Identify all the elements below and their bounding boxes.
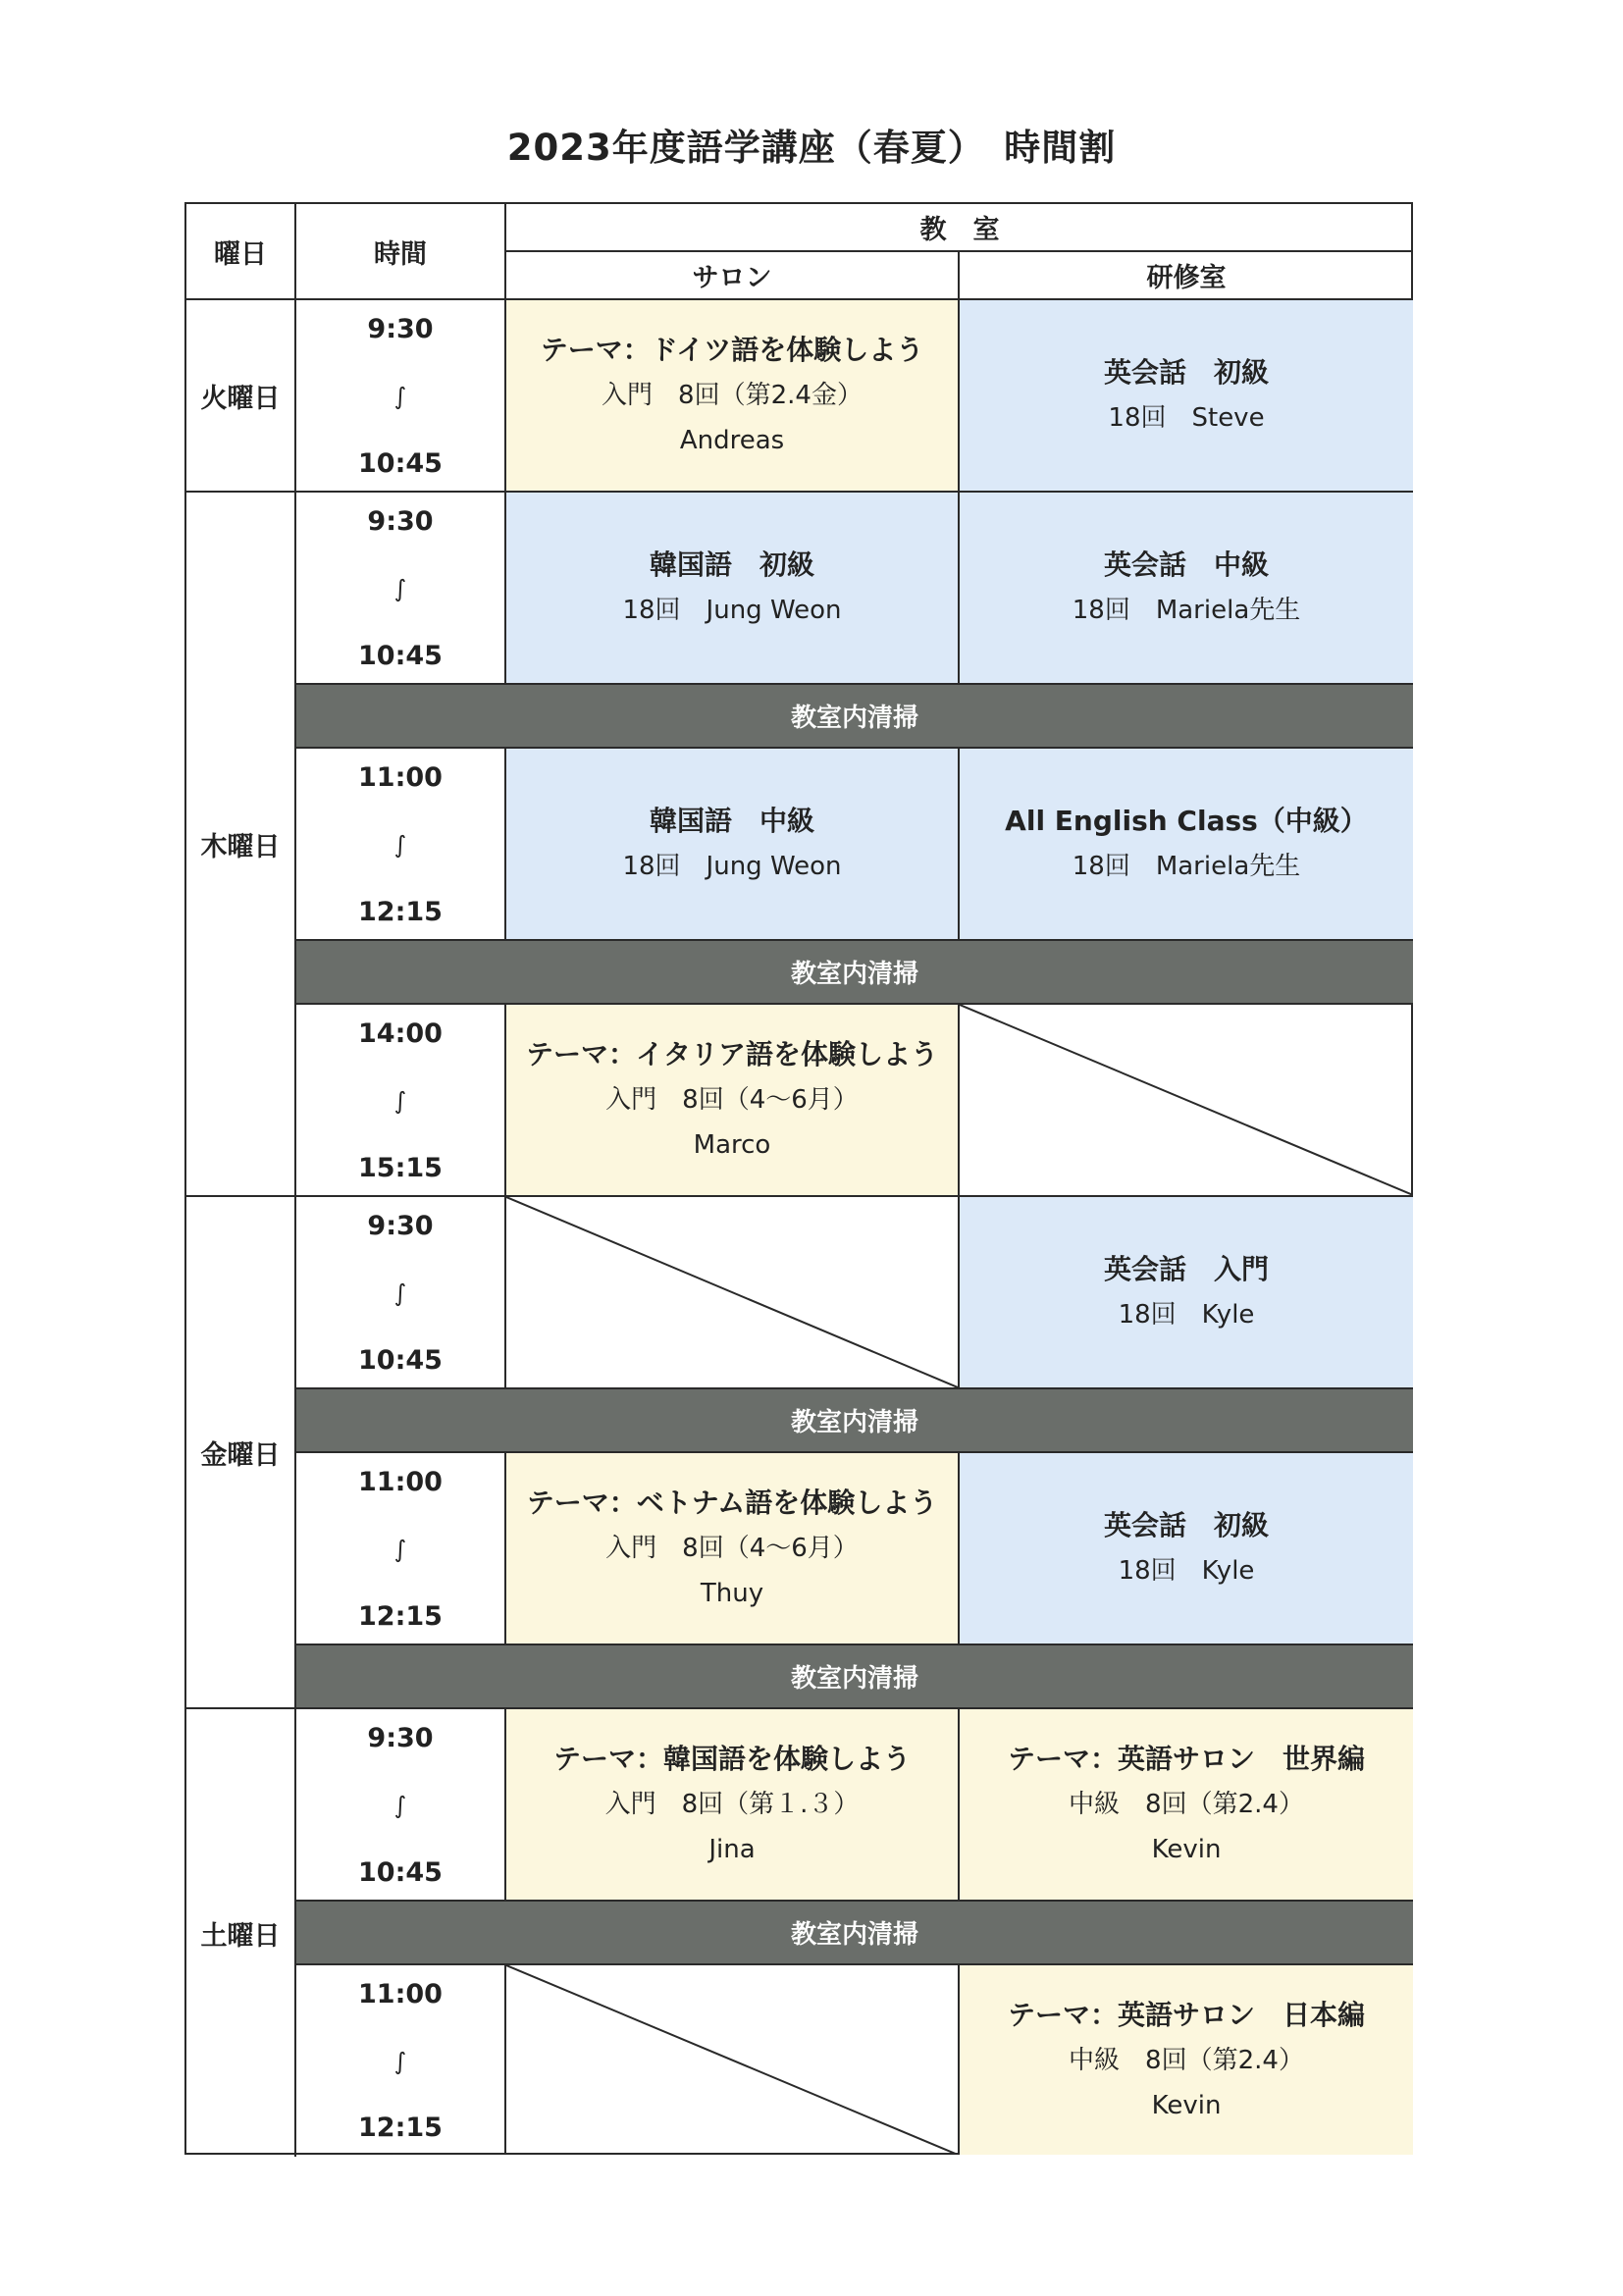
class-teacher: Kevin <box>1151 2090 1222 2120</box>
end-time: 10:45 <box>358 448 443 479</box>
day-label: 土曜日 <box>200 1920 281 1952</box>
class-title: テーマ：韓国語を体験しよう <box>552 1743 911 1775</box>
class-detail: 18回 Kyle <box>1118 1556 1255 1587</box>
start-time: 11:00 <box>358 1467 443 1497</box>
class-cell-salon <box>506 493 960 685</box>
class-teacher: Andreas <box>679 426 785 456</box>
day-saturday <box>186 1709 296 2157</box>
cleaning-bar <box>296 1389 1413 1453</box>
end-time: 10:45 <box>358 641 443 671</box>
class-cell-training <box>960 1453 1413 1645</box>
class-detail: 18回 Jung Weon <box>622 852 842 882</box>
cleaning-label: 教室内清掃 <box>790 1408 918 1437</box>
time-slot <box>296 300 506 493</box>
class-detail: 中級 8回（第2.4） <box>1069 2045 1304 2075</box>
cleaning-label: 教室内清掃 <box>790 1920 918 1950</box>
class-title: 英会話 中級 <box>1103 548 1269 581</box>
range-mark: ∫ <box>393 831 407 859</box>
range-mark: ∫ <box>393 1536 407 1563</box>
cleaning-label: 教室内清掃 <box>790 1664 918 1694</box>
end-time: 10:45 <box>358 1345 443 1376</box>
class-title: 英会話 初級 <box>1103 355 1269 389</box>
class-detail: 中級 8回（第2.4） <box>1069 1790 1304 1820</box>
cleaning-label: 教室内清掃 <box>790 704 918 733</box>
start-time: 9:30 <box>367 506 434 537</box>
cleaning-bar <box>296 1645 1413 1709</box>
start-time: 9:30 <box>367 1211 434 1241</box>
class-teacher: Thuy <box>700 1579 764 1609</box>
class-cell-training <box>960 1965 1413 2155</box>
class-cell-training <box>960 1709 1413 1902</box>
empty-cell-salon <box>506 1197 960 1389</box>
class-detail: 18回 Mariela先生 <box>1072 852 1301 882</box>
end-time: 15:15 <box>358 1153 443 1183</box>
range-mark: ∫ <box>393 2047 407 2075</box>
day-tuesday <box>186 300 296 493</box>
class-title: テーマ：英語サロン 日本編 <box>1007 1998 1365 2031</box>
range-mark: ∫ <box>393 575 407 602</box>
class-cell-training <box>960 493 1413 685</box>
class-detail: 18回 Kyle <box>1118 1300 1255 1331</box>
time-slot <box>296 1453 506 1645</box>
start-time: 14:00 <box>358 1018 443 1049</box>
class-cell-salon <box>506 1453 960 1645</box>
header-day <box>186 204 296 300</box>
class-teacher: Jina <box>708 1835 756 1865</box>
class-title: All English Class（中級） <box>1005 804 1368 837</box>
class-title: テーマ：イタリア語を体験しよう <box>525 1038 938 1070</box>
header-time <box>296 204 506 300</box>
range-mark: ∫ <box>393 1087 407 1115</box>
class-title: テーマ：英語サロン 世界編 <box>1007 1743 1365 1775</box>
header-salon <box>506 252 960 300</box>
day-label: 金曜日 <box>200 1439 281 1471</box>
page-title: 2023年度語学講座（春夏） 時間割 <box>506 127 1117 169</box>
class-detail: 入門 8回（4～6月） <box>605 1534 859 1564</box>
class-cell-training <box>960 300 1413 493</box>
day-label: 火曜日 <box>200 383 281 414</box>
class-cell-salon <box>506 749 960 941</box>
end-time: 12:15 <box>358 1601 443 1632</box>
timetable <box>184 202 1413 2155</box>
class-title: 英会話 入門 <box>1103 1252 1269 1285</box>
class-detail: 入門 8回（4～6月） <box>605 1085 859 1116</box>
empty-slash <box>506 1965 958 2155</box>
cleaning-label: 教室内清掃 <box>790 960 918 989</box>
class-teacher: Kevin <box>1151 1835 1222 1865</box>
time-slot <box>296 1197 506 1389</box>
end-time: 12:15 <box>358 897 443 927</box>
day-label: 木曜日 <box>200 831 281 862</box>
class-cell-salon <box>506 1709 960 1902</box>
class-detail: 18回 Mariela先生 <box>1072 596 1301 626</box>
empty-cell-salon <box>506 1965 960 2155</box>
header-room <box>506 204 1413 252</box>
day-friday <box>186 1197 296 1709</box>
day-thursday <box>186 493 296 1197</box>
header-training-room <box>960 252 1413 300</box>
header-room-label: 教 室 <box>919 215 1000 245</box>
range-mark: ∫ <box>393 1792 407 1819</box>
class-title: 英会話 初級 <box>1103 1508 1269 1541</box>
time-slot <box>296 1965 506 2155</box>
empty-cell-training <box>960 1005 1413 1197</box>
time-slot <box>296 1709 506 1902</box>
end-time: 12:15 <box>358 2113 443 2143</box>
header-time-label: 時間 <box>374 238 427 270</box>
class-cell-salon <box>506 300 960 493</box>
class-title: 韓国語 初級 <box>649 548 814 581</box>
class-detail: 入門 8回（第１.３） <box>604 1790 860 1820</box>
range-mark: ∫ <box>393 1279 407 1307</box>
start-time: 9:30 <box>367 1723 434 1753</box>
end-time: 10:45 <box>358 1857 443 1888</box>
time-slot <box>296 1005 506 1197</box>
class-title: テーマ：ドイツ語を体験しよう <box>540 334 924 366</box>
time-slot <box>296 493 506 685</box>
class-cell-training <box>960 749 1413 941</box>
header-salon-label: サロン <box>692 263 772 293</box>
header-day-label: 曜日 <box>214 238 267 270</box>
start-time: 11:00 <box>358 1979 443 2009</box>
class-detail: 18回 Steve <box>1108 403 1265 434</box>
range-mark: ∫ <box>393 383 407 410</box>
start-time: 11:00 <box>358 762 443 793</box>
cleaning-bar <box>296 941 1413 1005</box>
class-title: テーマ：ベトナム語を体験しよう <box>526 1487 938 1519</box>
empty-slash <box>506 1197 958 1387</box>
empty-slash <box>960 1005 1413 1195</box>
start-time: 9:30 <box>367 314 434 344</box>
class-detail: 18回 Jung Weon <box>622 596 842 626</box>
class-cell-salon <box>506 1005 960 1197</box>
class-teacher: Marco <box>693 1130 771 1161</box>
class-detail: 入門 8回（第2.4金） <box>602 381 863 411</box>
cleaning-bar <box>296 1902 1413 1965</box>
class-title: 韓国語 中級 <box>649 804 814 837</box>
cleaning-bar <box>296 685 1413 749</box>
time-slot <box>296 749 506 941</box>
class-cell-training <box>960 1197 1413 1389</box>
header-training-label: 研修室 <box>1146 263 1227 293</box>
